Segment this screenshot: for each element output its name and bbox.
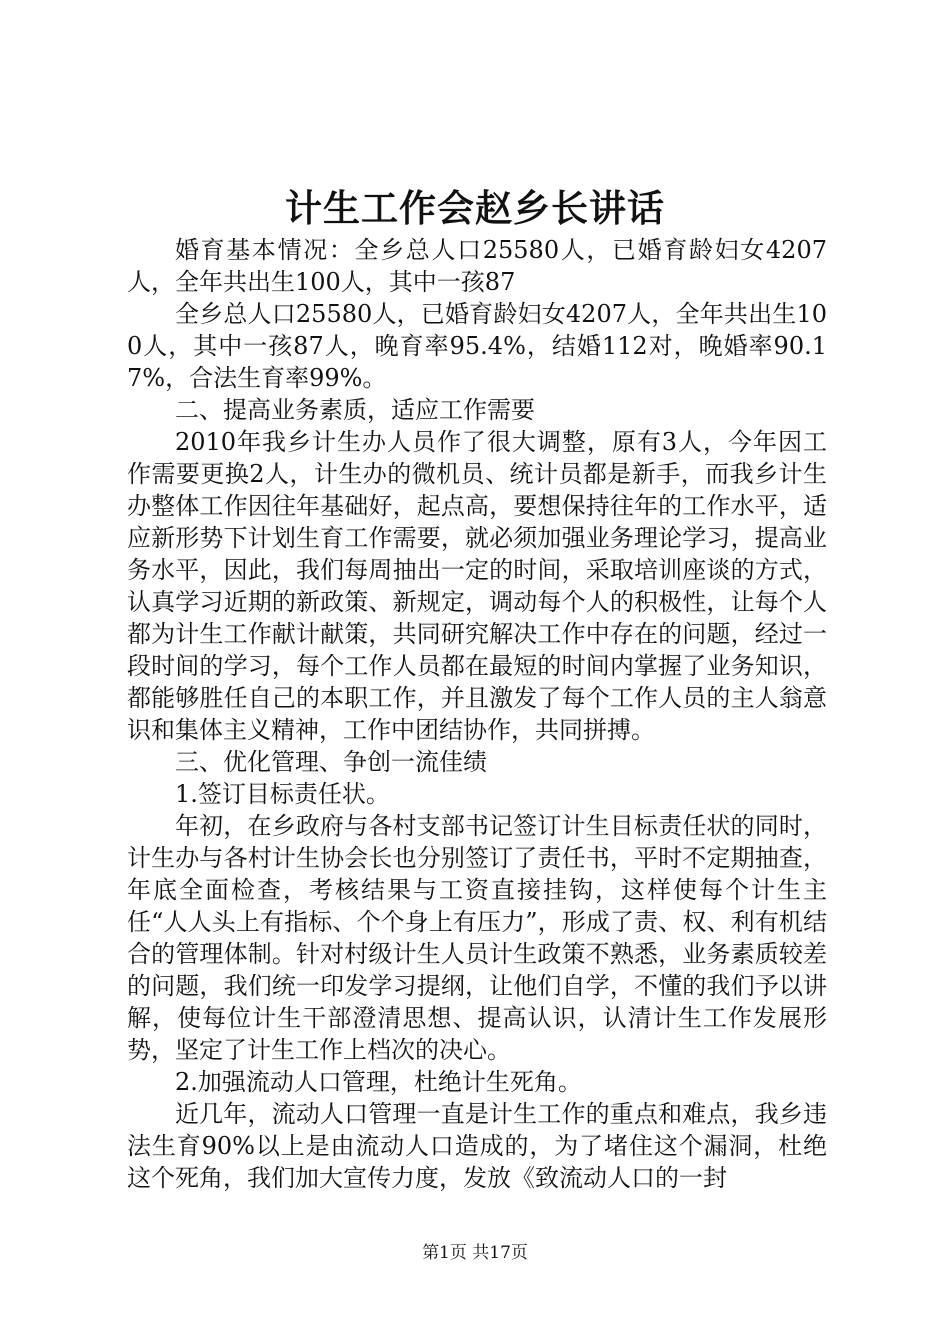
paragraph-responsibility-system: 年初，在乡政府与各村支部书记签订计生目标责任状的同时，计生办与各村计生协会长也分别签订了责任书，平时不定期抽查，年底全面检查，考核结果与工资直接挂钩，这样使每个计生主任“人人头上有指标、个个身上有压力”，形成了责、权、利有机结合的管理体制。针对村级计生人员计生政策不熟悉，业务素质较差的问题，我们统一印发学习提纲，让他们自学，不懂的我们予以讲解，使每位计生干部澄清思想、提高认识，认清计生工作发展形势，坚定了计生工作上档次的决心。 [127,812,827,1064]
page-number-footer: 第1页 共17页 [422,1243,528,1263]
paragraph-marriage-basic-info: 婚育基本情况：全乡总人口25580人，已婚育龄妇女4207人，全年共出生100人，其中一孩87 [127,236,827,296]
paragraph-floating-population: 近几年，流动人口管理一直是计生工作的重点和难点，我乡违法生育90%以上是由流动人口造成的，为了堵住这个漏洞，杜绝这个死角，我们加大宣传力度，发放《致流动人口的一封 [127,1100,827,1192]
paragraph-staff-training: 2010年我乡计生办人员作了很大调整，原有3人，今年因工作需要更换2人，计生办的微机员、统计员都是新手，而我乡计生办整体工作因往年基础好，起点高，要想保持往年的工作水平，适应新形势下计划生育工作需要，就必须加强业务理论学习，提高业务水平，因此，我们每周抽出一定的时间，采取培训座谈的方式，认真学习近期的新政策、新规定，调动每个人的积极性，让每个人都为计生工作献计献策，共同研究解决工作中存在的问题，经过一段时间的学习，每个工作人员都在最短的时间内掌握了业务知识，都能够胜任自己的本职工作，并且激发了每个工作人员的主人翁意识和集体主义精神，工作中团结协作，共同拼搏。 [127,428,827,744]
document-title: 计生工作会赵乡长讲话 [285,186,665,230]
subheading-target-responsibility: 1.签订目标责任状。 [175,780,390,808]
section-heading-optimize-management: 三、优化管理、争创一流佳绩 [175,748,487,776]
subheading-floating-population: 2.加强流动人口管理，杜绝计生死角。 [175,1068,582,1096]
document-body [127,234,827,1194]
section-heading-business-quality: 二、提高业务素质，适应工作需要 [175,396,535,424]
paragraph-population-stats: 全乡总人口25580人，已婚育龄妇女4207人，全年共出生100人，其中一孩87人，晚育率95.4%，结婚112对，晚婚率90.17%，合法生育率99%。 [127,300,827,392]
